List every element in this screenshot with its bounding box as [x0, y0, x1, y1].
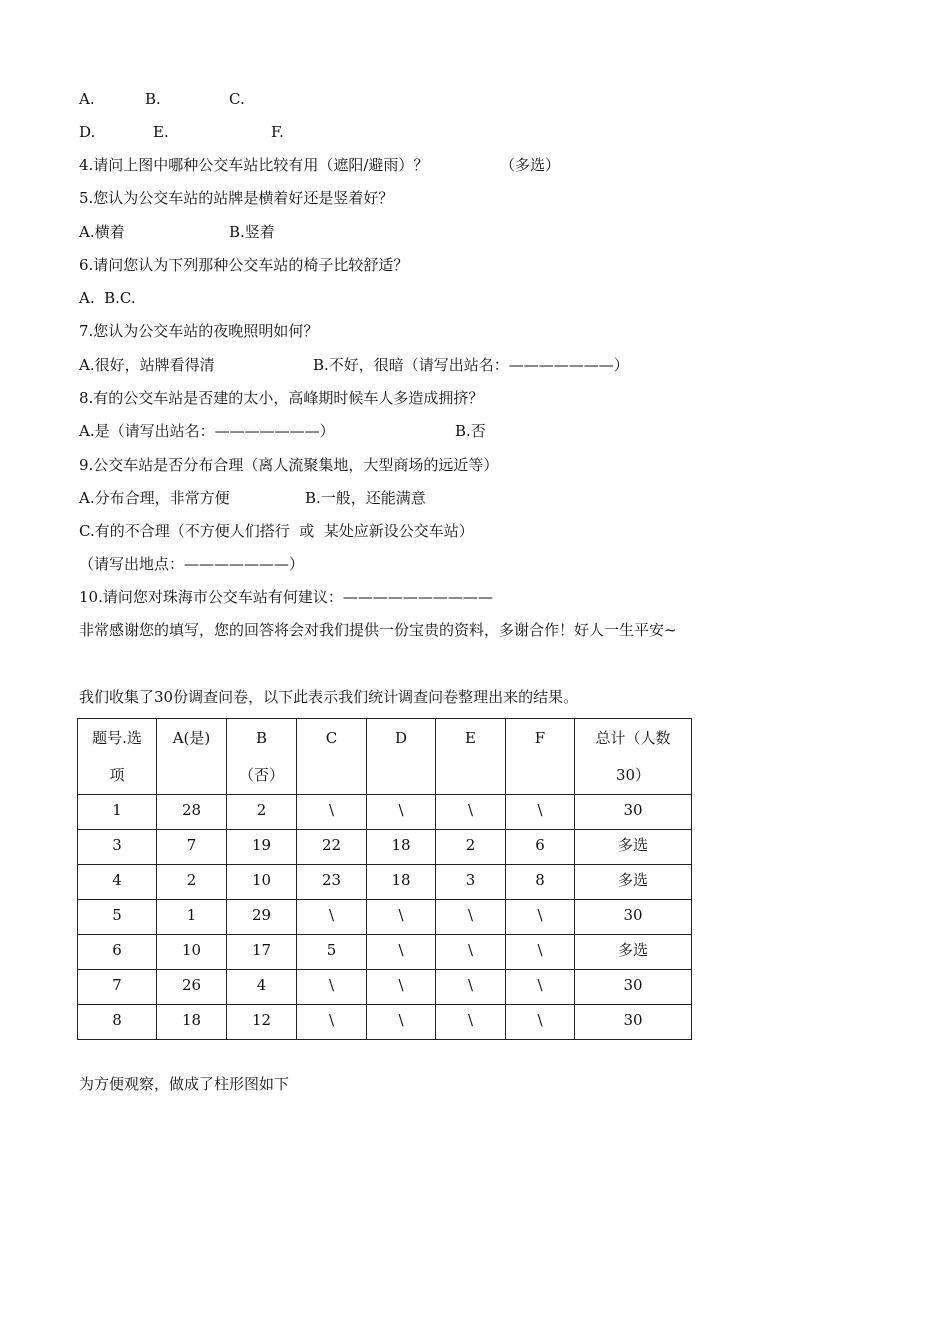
- table-cell: 4: [78, 865, 157, 900]
- table-cell: 1: [157, 900, 227, 935]
- table-cell: \: [506, 935, 575, 970]
- table-cell: 1: [78, 795, 157, 830]
- table-cell: 6: [78, 935, 157, 970]
- table-cell: 18: [157, 1005, 227, 1040]
- table-cell: 30: [575, 795, 692, 830]
- q3-option-f: F.: [271, 123, 284, 141]
- table-cell: 18: [367, 830, 436, 865]
- table-cell: 7: [78, 970, 157, 1005]
- table-cell: \: [367, 935, 436, 970]
- header-a: [157, 719, 227, 795]
- header-text: E: [465, 729, 476, 747]
- table-cell: \: [367, 970, 436, 1005]
- table-cell: \: [297, 795, 367, 830]
- header-text: D: [394, 729, 408, 747]
- table-row: [78, 865, 692, 900]
- table-cell: 多选: [575, 830, 692, 865]
- question-8: 8.有的公交车站是否建的太小，高峰期时候车人多造成拥挤？: [79, 389, 484, 407]
- table-cell: \: [297, 900, 367, 935]
- header-text: B: [255, 729, 268, 747]
- table-cell: 多选: [575, 935, 692, 970]
- table-cell: 17: [227, 935, 297, 970]
- question-9-option-c: C.有的不合理（不方便人们搭行 或 某处应新设公交车站）: [79, 522, 474, 540]
- table-cell: 22: [297, 830, 367, 865]
- table-header-row: [78, 719, 692, 795]
- q3-option-e: E.: [153, 123, 169, 141]
- results-table: [77, 718, 692, 1040]
- question-6-options: A. B.C.: [79, 289, 136, 307]
- question-6: 6.请问您认为下列那种公交车站的椅子比较舒适？: [79, 256, 409, 274]
- table-cell: 18: [367, 865, 436, 900]
- table-row: [78, 1005, 692, 1040]
- question-8-option-b: B.否: [455, 422, 486, 440]
- table-cell: 6: [506, 830, 575, 865]
- table-cell: \: [436, 1005, 506, 1040]
- header-text: F: [534, 729, 546, 747]
- question-10: 10.请问您对珠海市公交车站有何建议：——————————: [79, 588, 493, 606]
- table-row: [78, 970, 692, 1005]
- table-cell: 26: [157, 970, 227, 1005]
- table-cell: \: [297, 1005, 367, 1040]
- chart-caption: 为方便观察，做成了柱形图如下: [79, 1075, 290, 1093]
- table-cell: \: [367, 795, 436, 830]
- results-intro: 我们收集了30份调查问卷，以下此表示我们统计调查问卷整理出来的结果。: [79, 688, 579, 706]
- table-cell: 3: [78, 830, 157, 865]
- table-cell: 12: [227, 1005, 297, 1040]
- table-cell: 28: [157, 795, 227, 830]
- table-cell: \: [436, 795, 506, 830]
- header-text: C: [325, 729, 338, 747]
- question-9: 9.公交车站是否分布合理（离人流聚集地，大型商场的远近等）: [79, 456, 499, 474]
- question-7-option-b: B.不好，很暗（请写出站名：———————）: [313, 356, 629, 374]
- table-cell: 10: [157, 935, 227, 970]
- q3-option-d: D.: [79, 123, 96, 141]
- question-9-option-b: B.一般，还能满意: [305, 489, 426, 507]
- q3-option-c: C.: [229, 90, 245, 108]
- header-text: 30）: [615, 766, 651, 784]
- header-d: [367, 719, 436, 795]
- question-5-option-a: A.横着: [79, 223, 125, 241]
- header-b: [227, 719, 297, 795]
- table-cell: 3: [436, 865, 506, 900]
- question-8-option-a: A.是（请写出站名：———————）: [79, 422, 335, 440]
- table-cell: 2: [157, 865, 227, 900]
- table-cell: \: [367, 900, 436, 935]
- table-cell: 8: [506, 865, 575, 900]
- question-7: 7.您认为公交车站的夜晚照明如何？: [79, 322, 319, 340]
- thanks-text: 非常感谢您的填写，您的回答将会对我们提供一份宝贵的资料，多谢合作！好人一生平安~: [79, 621, 677, 639]
- table-cell: \: [506, 1005, 575, 1040]
- table-cell: \: [367, 1005, 436, 1040]
- table-cell: \: [436, 970, 506, 1005]
- table-cell: 30: [575, 900, 692, 935]
- q3-option-a: A.: [79, 90, 95, 108]
- table-cell: 23: [297, 865, 367, 900]
- table-cell: 5: [78, 900, 157, 935]
- table-cell: 30: [575, 1005, 692, 1040]
- q3-option-b: B.: [145, 90, 161, 108]
- table-cell: 10: [227, 865, 297, 900]
- table-cell: 30: [575, 970, 692, 1005]
- table-cell: 2: [227, 795, 297, 830]
- table-cell: 29: [227, 900, 297, 935]
- table-cell: \: [436, 900, 506, 935]
- table-cell: \: [436, 935, 506, 970]
- table-row: [78, 795, 692, 830]
- header-e: [436, 719, 506, 795]
- table-cell: 7: [157, 830, 227, 865]
- table-cell: 多选: [575, 865, 692, 900]
- table-cell: 5: [297, 935, 367, 970]
- question-5: 5.您认为公交车站的站牌是横着好还是竖着好？: [79, 189, 394, 207]
- question-7-option-a: A.很好，站牌看得清: [79, 356, 215, 374]
- header-total: [575, 719, 692, 795]
- table-cell: 19: [227, 830, 297, 865]
- question-9-option-a: A.分布合理，非常方便: [79, 489, 230, 507]
- table-row: [78, 900, 692, 935]
- header-c: [297, 719, 367, 795]
- question-9-location-note: （请写出地点：———————）: [79, 555, 305, 573]
- header-question-number: [78, 719, 157, 795]
- question-4-note: （多选）: [500, 156, 561, 174]
- header-text: 总计（人数: [595, 729, 671, 747]
- table-cell: 4: [227, 970, 297, 1005]
- header-text: （否）: [238, 766, 284, 784]
- table-cell: \: [506, 795, 575, 830]
- header-f: [506, 719, 575, 795]
- table-cell: \: [506, 900, 575, 935]
- table-cell: 8: [78, 1005, 157, 1040]
- table-cell: 2: [436, 830, 506, 865]
- table-cell: \: [506, 970, 575, 1005]
- header-text: 项: [109, 766, 125, 784]
- question-5-option-b: B.竖着: [229, 223, 275, 241]
- question-4: 4.请问上图中哪种公交车站比较有用（遮阳/避雨）？: [79, 156, 429, 174]
- table-row: [78, 935, 692, 970]
- header-text: 题号.选: [92, 729, 142, 747]
- table-row: [78, 830, 692, 865]
- table-cell: \: [297, 970, 367, 1005]
- header-text: A(是): [172, 729, 211, 747]
